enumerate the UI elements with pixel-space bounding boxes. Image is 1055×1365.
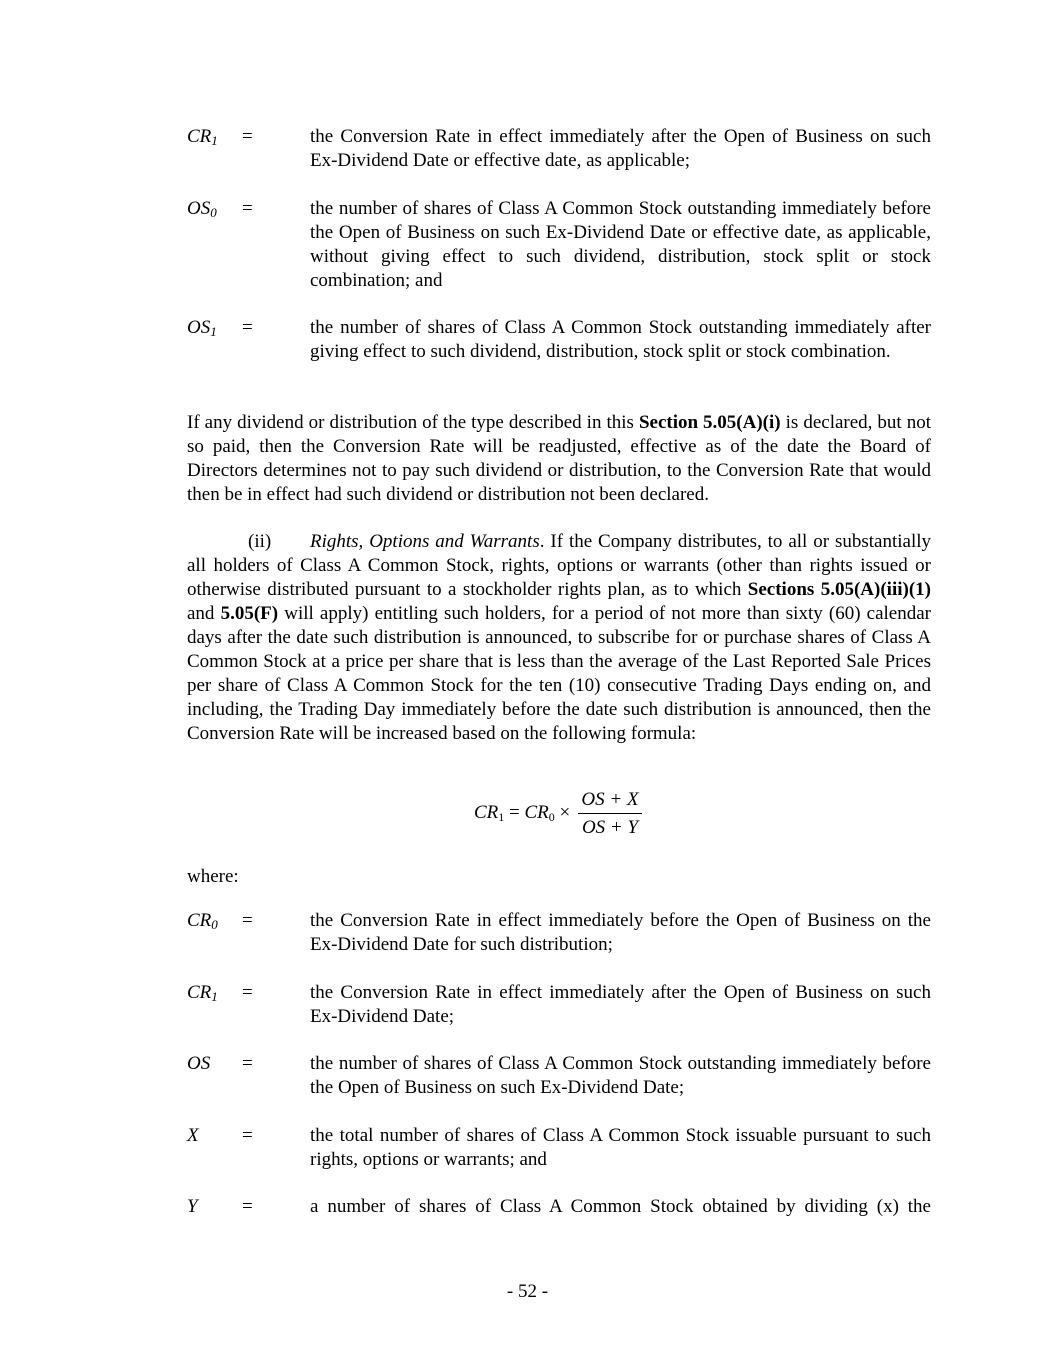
- definition-y: [187, 1195, 931, 1219]
- clause-marker: (ii): [248, 531, 272, 552]
- equals-sign: =: [242, 1125, 253, 1146]
- equals-sign: =: [242, 198, 253, 219]
- definition-symbol: OS: [187, 1053, 211, 1074]
- definition-text: the Conversion Rate in effect immediately before the Open of Business on the Ex-Dividend Date for such distribution;: [310, 910, 931, 955]
- definition-text: the number of shares of Class A Common Stock outstanding immediately before the Open of Business on such Ex-Dividend Date or effective date, as applicable, without giving effect to such dividend, distribution, stock split or stock combination; and: [310, 198, 931, 291]
- equals-sign: =: [242, 126, 253, 147]
- formula-denominator: OS + Y: [581, 817, 639, 838]
- formula-numerator: OS + X: [581, 789, 639, 810]
- definition-symbol: X: [187, 1125, 199, 1146]
- equals-sign: =: [242, 1196, 253, 1217]
- conversion-rate-formula: [474, 786, 654, 842]
- definition-text: the number of shares of Class A Common Stock outstanding immediately before the Open of Business on such Ex-Dividend Date;: [310, 1053, 931, 1098]
- section-reference: Section 5.05(A)(i): [638, 412, 781, 433]
- definition-text: the Conversion Rate in effect immediately after the Open of Business on such Ex-Dividend Date;: [310, 982, 931, 1027]
- definition-symbol: $CR_0$: [187, 910, 218, 932]
- definition-cr1: [187, 125, 931, 173]
- equals-sign: =: [242, 1053, 253, 1074]
- definition-text: a number of shares of Class A Common Stock obtained by dividing (x) the: [310, 1196, 931, 1217]
- equals-sign: =: [242, 982, 253, 1003]
- formula-lhs: $CR_1 = CR_0$ ×: [474, 802, 571, 824]
- section-reference: 5.05(F): [220, 603, 279, 624]
- paragraph-rights-options-warrants: (ii) Rights, Options and Warrants. If the Company distributes, to all or substantially all holders of Class A Common Stock, rights, options or warrants (other than rights issued or otherwise distributed pursuant to a stockholder rights plan, as to which Sections 5.05(A)(iii)(1) and 5.05(F) will apply) entitling such holders, for a period of not more than sixty (60) calendar days after the date such distribution is announced, to subscribe for or purchase shares of Class A Common Stock at a price per share that is less than the average of the Last Reported Sale Prices per share of Class A Common Stock for the ten (10) consecutive Trading Days ending on, and including, the Trading Day immediately before the date such distribution is announced, then the Conversion Rate will be increased based on the following formula:: [187, 531, 931, 744]
- definition-symbol: $OS_1$: [187, 317, 217, 339]
- page-number: - 52 -: [506, 1281, 549, 1302]
- definition-text: the total number of shares of Class A Common Stock issuable pursuant to such rights, options or warrants; and: [310, 1125, 931, 1170]
- definition-text: the number of shares of Class A Common Stock outstanding immediately after giving effect to such dividend, distribution, stock split or stock combination.: [310, 317, 931, 362]
- definition-symbol: Y: [187, 1196, 198, 1217]
- definition-os1: [187, 316, 931, 364]
- equals-sign: =: [242, 910, 253, 931]
- paragraph-readjustment: If any dividend or distribution of the type described in this Section 5.05(A)(i) is declared, but not so paid, then the Conversion Rate will be readjusted, effective as of the date the Board of Directors determines not to pay such dividend or distribution, to the Conversion Rate that would then be in effect had such dividend or distribution not been declared.: [187, 412, 931, 505]
- definition-x: [187, 1124, 931, 1172]
- definition-symbol: $CR_1$: [187, 982, 218, 1004]
- definition-os0: [187, 197, 931, 293]
- definition-symbol: $OS_0$: [187, 198, 217, 220]
- definition-symbol: $CR_1$: [187, 126, 218, 148]
- fraction-bar: [578, 813, 642, 814]
- definition-os: [187, 1052, 931, 1100]
- where-label: where:: [187, 866, 239, 887]
- clause-title: Rights, Options and Warrants: [310, 531, 540, 552]
- definition-cr0: [187, 909, 931, 957]
- section-reference: Sections 5.05(A)(iii)(1): [747, 579, 931, 600]
- equals-sign: =: [242, 317, 253, 338]
- definition-cr1-b: [187, 981, 931, 1029]
- definition-text: the Conversion Rate in effect immediately after the Open of Business on such Ex-Dividend Date or effective date, as applicable;: [310, 126, 931, 171]
